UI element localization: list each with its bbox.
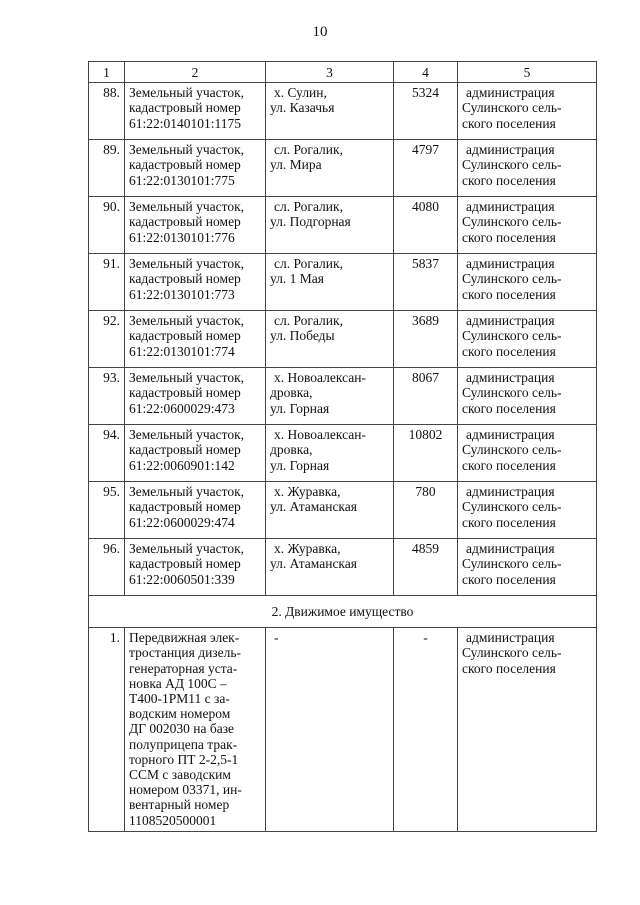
location-cell xyxy=(266,83,394,140)
value-cell xyxy=(394,482,458,539)
location-cell-text: сл. Рогалик, ул. Подгорная xyxy=(270,199,351,230)
owner-cell-text: администрация Сулинского сель- ского поселения xyxy=(462,541,562,587)
location-cell xyxy=(266,368,394,425)
location-cell-text: х. Сулин, ул. Казачья xyxy=(270,85,335,116)
page-number: 10 xyxy=(312,24,328,40)
location-cell-text: х. Новоалексан- дровка, ул. Горная xyxy=(270,427,366,473)
owner-cell xyxy=(458,482,597,539)
value-cell-text: 5837 xyxy=(412,256,439,272)
property-registry-table xyxy=(88,61,597,832)
location-cell xyxy=(266,628,394,832)
owner-cell-text: администрация Сулинского сель- ского поселения xyxy=(462,484,562,530)
object-description-cell-text: Земельный участок, кадастровый номер 61:22:0130101:776 xyxy=(129,199,245,245)
object-description-cell-text: Передвижная элек- тростанция дизель- генераторная уста- новка АД 100С – Т400-1РМ11 с за- водским номером ДГ 002030 на базе полуприцепа трак- торного ПТ 2-2,5-1 ССМ с заводским номером 03371, ин- вентарный номер 1108520500001 xyxy=(129,630,242,828)
object-description-cell xyxy=(125,197,266,254)
value-cell-text: 4080 xyxy=(412,199,439,215)
object-description-cell-text: Земельный участок, кадастровый номер 61:22:0130101:773 xyxy=(129,256,245,302)
value-cell-text: 3689 xyxy=(412,313,439,329)
table-row xyxy=(89,539,597,596)
owner-cell xyxy=(458,368,597,425)
location-cell xyxy=(266,254,394,311)
value-cell xyxy=(394,311,458,368)
table-row xyxy=(89,425,597,482)
value-cell xyxy=(394,539,458,596)
location-cell-text: сл. Рогалик, ул. Победы xyxy=(270,313,343,344)
table-row xyxy=(89,254,597,311)
owner-cell xyxy=(458,140,597,197)
owner-cell-text: администрация Сулинского сель- ского поселения xyxy=(462,427,562,473)
object-description-cell xyxy=(125,83,266,140)
row-number-cell-text: 93. xyxy=(103,370,120,386)
value-cell-text: 8067 xyxy=(412,370,439,386)
section-title: 2. Движимое имущество xyxy=(89,596,597,628)
location-cell-text: сл. Рогалик, ул. 1 Мая xyxy=(270,256,343,287)
value-cell-text: 780 xyxy=(415,484,436,500)
location-cell-text: х. Журавка, ул. Атаманская xyxy=(270,484,357,515)
value-cell xyxy=(394,628,458,832)
row-number-cell xyxy=(89,368,125,425)
owner-cell xyxy=(458,539,597,596)
value-cell-text: 4859 xyxy=(412,541,439,557)
column-header-1: 1 xyxy=(89,62,125,83)
value-cell-text: - xyxy=(423,630,428,646)
location-cell xyxy=(266,425,394,482)
table-row xyxy=(89,83,597,140)
row-number-cell xyxy=(89,140,125,197)
column-header-5: 5 xyxy=(458,62,597,83)
row-number-cell xyxy=(89,197,125,254)
owner-cell xyxy=(458,425,597,482)
section-row xyxy=(89,596,597,628)
owner-cell xyxy=(458,254,597,311)
table-row xyxy=(89,311,597,368)
owner-cell-text: администрация Сулинского сель- ского поселения xyxy=(462,256,562,302)
owner-cell-text: администрация Сулинского сель- ского поселения xyxy=(462,313,562,359)
table-row xyxy=(89,140,597,197)
row-number-cell-text: 94. xyxy=(103,427,120,443)
object-description-cell xyxy=(125,368,266,425)
location-cell-text: - xyxy=(274,630,279,646)
column-header-3: 3 xyxy=(266,62,394,83)
value-cell-text: 10802 xyxy=(408,427,443,443)
row-number-cell xyxy=(89,482,125,539)
owner-cell xyxy=(458,83,597,140)
table-body xyxy=(89,62,597,832)
location-cell-text: х. Журавка, ул. Атаманская xyxy=(270,541,357,572)
value-cell xyxy=(394,254,458,311)
object-description-cell-text: Земельный участок, кадастровый номер 61:22:0060501:339 xyxy=(129,541,245,587)
table-row xyxy=(89,482,597,539)
location-cell xyxy=(266,539,394,596)
table-row xyxy=(89,628,597,832)
row-number-cell-text: 95. xyxy=(103,484,120,500)
row-number-cell-text: 92. xyxy=(103,313,120,329)
owner-cell-text: администрация Сулинского сель- ского поселения xyxy=(462,199,562,245)
object-description-cell-text: Земельный участок, кадастровый номер 61:22:0140101:1175 xyxy=(129,85,245,131)
owner-cell xyxy=(458,197,597,254)
row-number-cell-text: 96. xyxy=(103,541,120,557)
row-number-cell-text: 1. xyxy=(109,630,120,646)
value-cell xyxy=(394,368,458,425)
value-cell-text: 5324 xyxy=(412,85,439,101)
object-description-cell xyxy=(125,482,266,539)
location-cell xyxy=(266,140,394,197)
row-number-cell-text: 89. xyxy=(103,142,120,158)
row-number-cell-text: 91. xyxy=(103,256,120,272)
owner-cell xyxy=(458,628,597,832)
value-cell xyxy=(394,83,458,140)
location-cell-text: сл. Рогалик, ул. Мира xyxy=(270,142,343,173)
value-cell-text: 4797 xyxy=(412,142,439,158)
owner-cell-text: администрация Сулинского сель- ского поселения xyxy=(462,370,562,416)
header-row xyxy=(89,62,597,83)
table-row xyxy=(89,197,597,254)
object-description-cell-text: Земельный участок, кадастровый номер 61:22:0130101:775 xyxy=(129,142,245,188)
object-description-cell xyxy=(125,140,266,197)
object-description-cell-text: Земельный участок, кадастровый номер 61:22:0600029:474 xyxy=(129,484,245,530)
object-description-cell-text: Земельный участок, кадастровый номер 61:22:0130101:774 xyxy=(129,313,245,359)
location-cell xyxy=(266,197,394,254)
owner-cell xyxy=(458,311,597,368)
row-number-cell xyxy=(89,311,125,368)
object-description-cell xyxy=(125,425,266,482)
row-number-cell xyxy=(89,628,125,832)
object-description-cell xyxy=(125,628,266,832)
table-row xyxy=(89,368,597,425)
owner-cell-text: администрация Сулинского сель- ского поселения xyxy=(462,630,562,676)
row-number-cell-text: 90. xyxy=(103,199,120,215)
object-description-cell-text: Земельный участок, кадастровый номер 61:22:0060901:142 xyxy=(129,427,245,473)
column-header-4: 4 xyxy=(394,62,458,83)
row-number-cell-text: 88. xyxy=(103,85,120,101)
row-number-cell xyxy=(89,425,125,482)
row-number-cell xyxy=(89,83,125,140)
column-header-2: 2 xyxy=(125,62,266,83)
value-cell xyxy=(394,425,458,482)
object-description-cell xyxy=(125,311,266,368)
location-cell xyxy=(266,311,394,368)
owner-cell-text: администрация Сулинского сель- ского поселения xyxy=(462,85,562,131)
object-description-cell-text: Земельный участок, кадастровый номер 61:22:0600029:473 xyxy=(129,370,245,416)
row-number-cell xyxy=(89,254,125,311)
object-description-cell xyxy=(125,539,266,596)
value-cell xyxy=(394,197,458,254)
object-description-cell xyxy=(125,254,266,311)
value-cell xyxy=(394,140,458,197)
owner-cell-text: администрация Сулинского сель- ского поселения xyxy=(462,142,562,188)
location-cell-text: х. Новоалексан- дровка, ул. Горная xyxy=(270,370,366,416)
location-cell xyxy=(266,482,394,539)
row-number-cell xyxy=(89,539,125,596)
